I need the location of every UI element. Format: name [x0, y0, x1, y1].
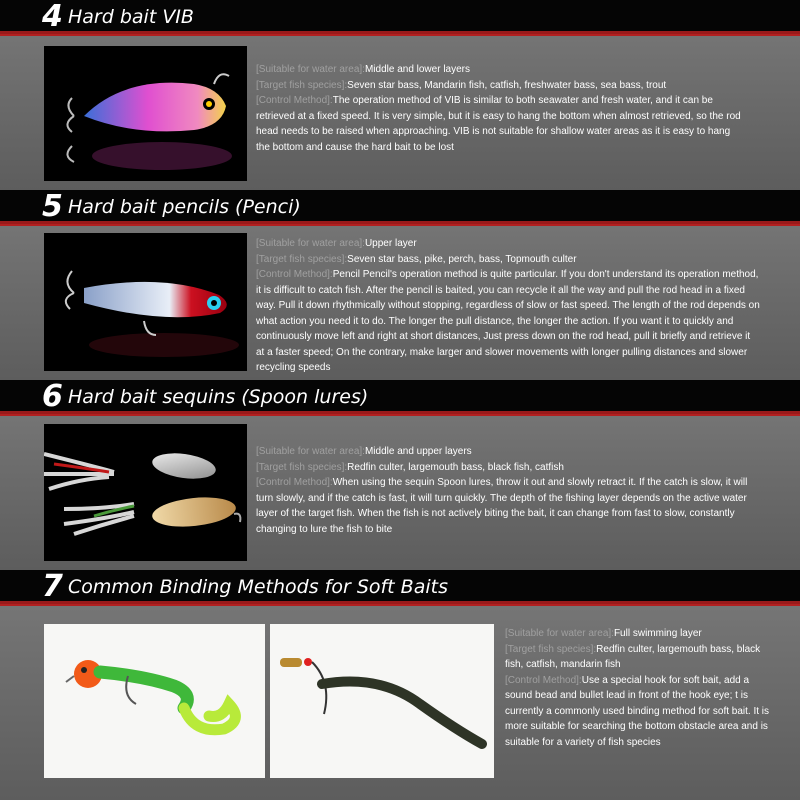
- control-method-value: The operation method of VIB is similar to both seawater and fresh water, and it can be retrieved at a fixed speed. It is very simple, but it is easy to hang the bottom when almost retrieved, so the rod head needs to be raised when approaching. VIB is not suitable for shallow water areas as it is easy to hang the bottom and cause the hard bait to be lost: [256, 95, 741, 153]
- section-number: 7: [42, 569, 63, 604]
- section-7-header: [0, 570, 800, 604]
- target-species-value: Seven star bass, pike, perch, bass, Topmouth culter: [347, 253, 577, 265]
- control-method-label: [Control Method]:: [505, 674, 582, 686]
- section-5-header: [0, 190, 800, 224]
- water-area-value: Middle and lower layers: [364, 64, 471, 75]
- target-species-value: Seven star bass, Mandarin fish, catfish, freshwater bass, sea bass, trout: [347, 79, 667, 91]
- header-accent-line: [0, 604, 800, 606]
- water-area-value: Full swimming layer: [613, 628, 702, 639]
- control-method-label: [Control Method]:: [256, 95, 333, 106]
- control-method-label: [Control Method]:: [256, 477, 333, 488]
- section-6-header: [0, 380, 800, 414]
- header-accent-line: [0, 34, 800, 36]
- water-area-label: [Suitable for water area]:: [505, 628, 614, 639]
- target-species-label: [Target fish species]:: [256, 79, 348, 91]
- header-accent-line: [0, 224, 800, 226]
- section-number: 5: [42, 189, 63, 224]
- control-method-label: [Control Method]:: [256, 269, 333, 280]
- vib-lure-photo: [44, 46, 247, 181]
- target-species-value: Redfin culter, largemouth bass, black fish, catfish, mandarin fish: [505, 643, 761, 670]
- section-6-details: [256, 444, 756, 537]
- jighead-grub-photo: [44, 624, 265, 778]
- section-title: Hard bait VIB: [68, 6, 194, 28]
- section-title: Hard bait pencils (Penci): [68, 196, 301, 218]
- section-5-details: [256, 236, 761, 376]
- section-4-header: [0, 0, 800, 34]
- water-area-label: [Suitable for water area]:: [256, 64, 365, 75]
- pencil-lure-photo: [44, 233, 247, 371]
- section-number: 4: [42, 0, 63, 34]
- water-area-label: [Suitable for water area]:: [256, 238, 365, 249]
- control-method-value: When using the sequin Spoon lures, throw it out and slowly retract it. If the catch is slow, it will turn slowly, and if the catch is fast, it will turn quickly. The depth of the fishing layer depends on the active water layer of the target fish. When the fish is not actively biting the bait, it can change from fast to slow, constantly changing to lure the fish to bite: [256, 477, 748, 535]
- section-title: Hard bait sequins (Spoon lures): [68, 386, 369, 408]
- water-area-label: [Suitable for water area]:: [256, 446, 365, 457]
- section-title: Common Binding Methods for Soft Baits: [68, 576, 448, 598]
- target-species-label: [Target fish species]:: [505, 643, 597, 655]
- target-species-value: Redfin culter, largemouth bass, black fish, catfish: [347, 461, 564, 473]
- water-area-value: Middle and upper layers: [364, 446, 472, 457]
- texas-rig-worm-photo: [270, 624, 494, 778]
- control-method-value: Pencil Pencil's operation method is quite particular. If you don't understand its operation method, it is difficult to catch fish. After the pencil is baited, you can recycle it all the way and pull the rod head in a fixed way. Pull it down rhythmically without stopping, regardless of slow or fast speed. The length of the rod depends on what action you need it to do. The longer the pull distance, the longer the action. If you want it to quickly and continuously move left and right at short distances, Just press down on the rod head, pull it briefly and retrieve it at a faster speed; On the contrary, make larger and slower movements with longer pulling distances and slower recycling speeds: [256, 269, 760, 373]
- spoon-lure-photo: [44, 424, 247, 561]
- section-4-details: [256, 62, 746, 155]
- header-accent-line: [0, 414, 800, 416]
- control-method-value: Use a special hook for soft bait, add a sound bead and bullet lead in front of the hook eye; t is currently a commonly used binding method for soft bait. It is more suitable for searching the bottom obstacle area and is suitable for a variety of fish species: [505, 674, 770, 748]
- target-species-label: [Target fish species]:: [256, 253, 348, 265]
- section-number: 6: [42, 379, 63, 414]
- target-species-label: [Target fish species]:: [256, 461, 348, 473]
- water-area-value: Upper layer: [364, 238, 417, 249]
- section-7-details: [505, 626, 773, 750]
